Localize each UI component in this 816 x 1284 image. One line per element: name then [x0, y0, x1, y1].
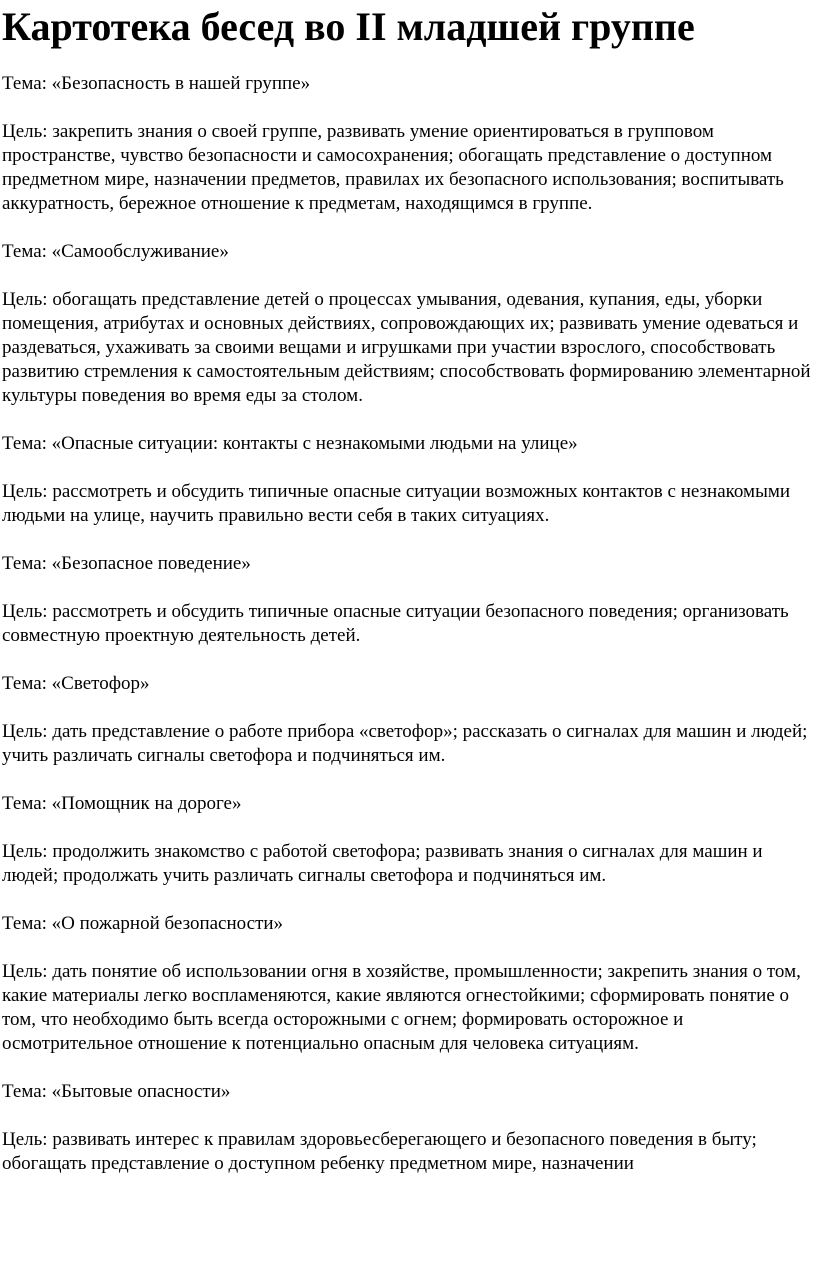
topic-5: Тема: «Светофор»	[2, 673, 150, 694]
goal-2: Цель: обогащать представление детей о процессах умывания, одевания, купания, еды, уборки помещения, атрибутах и основных действиях, сопровождающих их; развивать умение одеваться и раздеваться, ухаживать за своими вещами и игрушками при участии взрослого, способствовать развитию стремления к самостоятельным действиям; способствовать формированию элементарной культуры поведения во время еды за столом.	[2, 289, 811, 406]
topic-4: Тема: «Безопасное поведение»	[2, 553, 251, 574]
topic-6: Тема: «Помощник на дороге»	[2, 793, 242, 814]
topic-1: Тема: «Безопасность в нашей группе»	[2, 73, 311, 94]
topic-7: Тема: «О пожарной безопасности»	[2, 913, 284, 934]
topic-3: Тема: «Опасные ситуации: контакты с незнакомыми людьми на улице»	[2, 433, 578, 454]
goal-6: Цель: продолжить знакомство с работой светофора; развивать знания о сигналах для машин и людей; продолжать учить различать сигналы светофора и подчиняться им.	[2, 841, 763, 886]
goal-4: Цель: рассмотреть и обсудить типичные опасные ситуации безопасного поведения; организовать совместную проектную деятельность детей.	[2, 601, 789, 646]
goal-3: Цель: рассмотреть и обсудить типичные опасные ситуации возможных контактов с незнакомыми людьми на улице, научить правильно вести себя в таких ситуациях.	[2, 481, 791, 526]
topic-8: Тема: «Бытовые опасности»	[2, 1081, 231, 1102]
goal-5: Цель: дать представление о работе прибора «светофор»; рассказать о сигналах для машин и людей; учить различать сигналы светофора и подчиняться им.	[2, 721, 808, 766]
document-body	[2, 72, 812, 1200]
goal-1: Цель: закрепить знания о своей группе, развивать умение ориентироваться в групповом пространстве, чувство безопасности и самосохранения; обогащать представление о доступном предметном мире, назначении предметов, правилах их безопасного использования; воспитывать аккуратность, бережное отношение к предметам, находящимся в группе.	[2, 121, 784, 214]
goal-8: Цель: развивать интерес к правилам здоровьесберегающего и безопасного поведения в быту; обогащать представление о доступном ребенку предметном мире, назначении	[2, 1129, 757, 1174]
goal-7: Цель: дать понятие об использовании огня в хозяйстве, промышленности; закрепить знания о том, какие материалы легко воспламеняются, какие являются огнестойкими; сформировать понятие о том, что необходимо быть всегда осторожными с огнем; формировать осторожное и осмотрительное отношение к потенциально опасным для человека ситуациям.	[2, 961, 801, 1054]
document-title: Картотека бесед во II младшей группе	[2, 4, 695, 49]
topic-2: Тема: «Самообслуживание»	[2, 241, 229, 262]
